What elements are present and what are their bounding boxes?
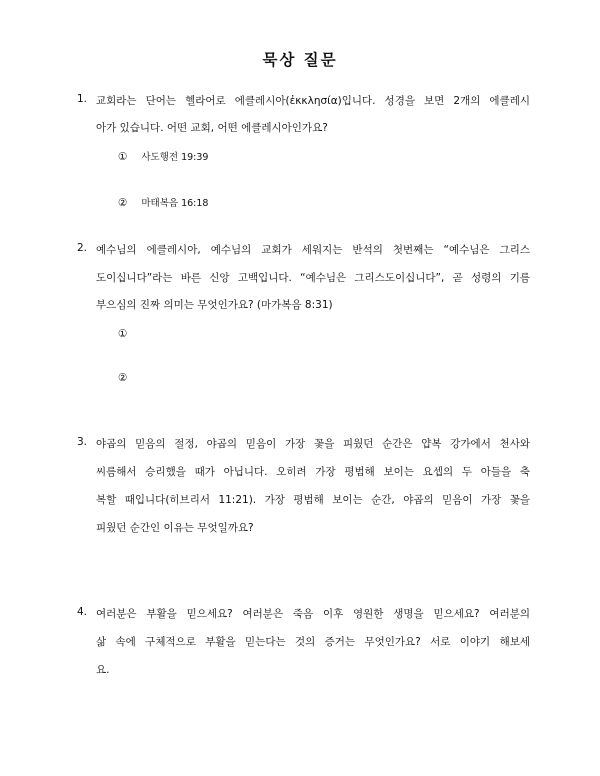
question-text-line: 피웠던 순간인 이유는 무엇일까요? [96, 522, 254, 534]
question-text-line: 씨름해서 승리했을 때가 아닙니다. 오히려 가장 평범해 보이는 요셉의 두 아들을 축 [96, 466, 530, 478]
sub-item [118, 328, 138, 340]
question-number: 1. [77, 93, 88, 105]
circled-number-marker: ② [118, 197, 128, 209]
sub-item [118, 372, 138, 384]
question-text-line: 부으심의 진짜 의미는 무엇인가요? (마가복음 8:31) [96, 299, 333, 311]
question-text-line: 요. [96, 664, 110, 676]
question-text-line: 삶 속에 구체적으로 부활을 믿는다는 것의 증거는 무엇인가요? 서로 이야기 해보세 [96, 636, 530, 648]
circled-number-marker: ① [118, 328, 128, 340]
question-text-line: 교회라는 단어는 헬라어로 에클레시아(ἐκκλησία)입니다. 성경을 보면 2개의 에클레시 [96, 95, 530, 107]
question-number: 3. [77, 436, 88, 448]
question-number: 2. [77, 242, 88, 254]
question-text-line: 야곱의 믿음의 절정, 야곱의 믿음이 가장 꽃을 피웠던 순간은 얍복 강가에서 천사와 [96, 438, 530, 450]
sub-item [118, 195, 208, 209]
scripture-reference: 마태복음 16:18 [141, 198, 209, 209]
question-number: 4. [77, 606, 88, 618]
question-text-line: 예수님의 에클레시아, 예수님의 교회가 세워지는 반석의 첫번째는 “예수님은 그리스 [96, 244, 530, 256]
circled-number-marker: ① [118, 151, 128, 163]
question-text-line: 여러분은 부활을 믿으세요? 여러분은 죽음 이후 영원한 생명을 믿으세요? 여러분의 [96, 608, 530, 620]
scripture-reference: 사도행전 19:39 [141, 152, 209, 163]
sub-item [118, 149, 208, 163]
circled-number-marker: ② [118, 372, 128, 384]
page-title: 묵상 질문 [262, 51, 338, 69]
question-text-line: 도이십니다”라는 바른 신앙 고백입니다. “예수님은 그리스도이십니다”, 곧 성령의 기름 [96, 272, 530, 284]
question-text-line: 복할 때입니다(히브리서 11:21). 가장 평범해 보이는 순간, 야곱의 믿음이 가장 꽃을 [96, 494, 530, 506]
question-text-line: 아가 있습니다. 어떤 교회, 어떤 에클레시아인가요? [96, 122, 328, 134]
